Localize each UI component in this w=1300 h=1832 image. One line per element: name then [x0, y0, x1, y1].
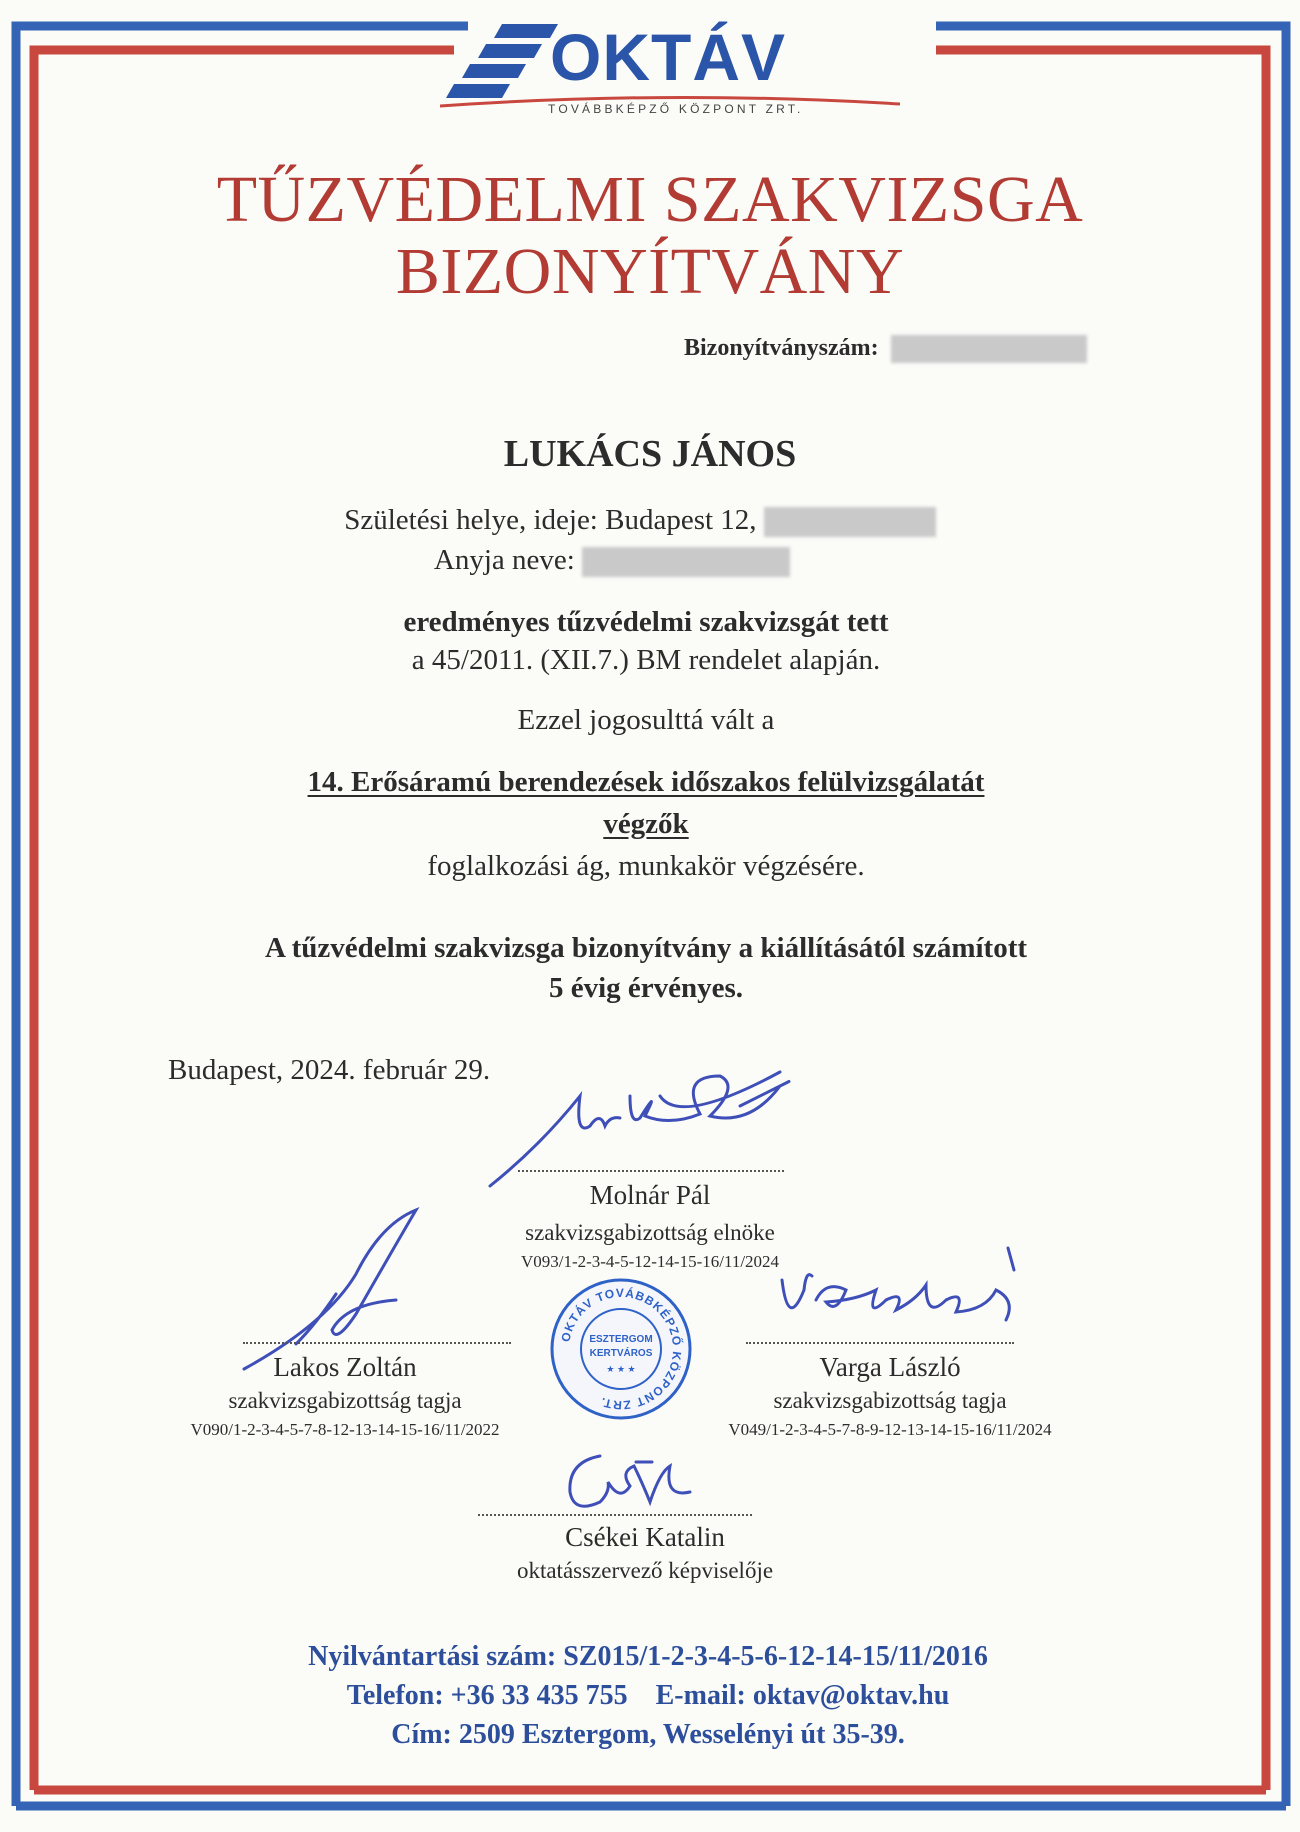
mother-line — [0, 542, 1262, 578]
redacted-value — [582, 547, 790, 577]
certificate-number-label: Bizonyítványszám: — [684, 335, 879, 361]
signature-varga-laszlo — [776, 1240, 1036, 1350]
signatory-name: Csékei Katalin — [565, 1522, 725, 1552]
footer-registration: Nyilvántartási szám: SZ015/1-2-3-4-5-6-12-14-15/11/2016 — [308, 1641, 988, 1672]
signature-line — [243, 1342, 511, 1344]
signatory-code: V093/1-2-3-4-5-12-14-15-16/11/2024 — [520, 1252, 780, 1271]
body-line-1: eredményes tűzvédelmi szakvizsgát tett — [403, 606, 889, 638]
signatory-code: V049/1-2-3-4-5-7-8-9-12-13-14-15-16/11/2024 — [728, 1420, 1052, 1439]
signatory-name: Molnár Pál — [589, 1180, 711, 1210]
holder-name: LUKÁCS JÁNOS — [503, 433, 797, 475]
body-line-3: Ezzel jogosulttá vált a — [517, 704, 775, 736]
signature-molnar-pal — [480, 1056, 880, 1196]
signatory-code: V090/1-2-3-4-5-7-8-12-13-14-15-16/11/2022 — [190, 1420, 500, 1439]
certificate-number — [684, 335, 1087, 363]
signature-line — [746, 1342, 1014, 1344]
logo-name: OKTÁV — [550, 20, 786, 94]
redacted-value — [764, 507, 936, 537]
oktav-logo — [440, 22, 900, 122]
title-line-1: TŰZVÉDELMI SZAKVIZSGA — [216, 163, 1084, 236]
qualification-line-2: végzők — [603, 808, 689, 840]
stamp-inner-line-2: KERTVÁROS — [589, 1348, 653, 1359]
stamp-inner-line-1: ESZTERGOM — [589, 1334, 653, 1345]
footer-address: Cím: 2509 Esztergom, Wesselényi út 35-39. — [391, 1719, 905, 1750]
validity-line-2: 5 évig érvényes. — [548, 972, 744, 1004]
birth-line — [0, 502, 1290, 538]
body-line-4: foglalkozási ág, munkakör végzésére. — [427, 850, 865, 882]
redacted-value — [891, 335, 1087, 363]
footer-contact: Telefon: +36 33 435 755 E-mail: oktav@oktav.hu — [346, 1680, 950, 1711]
signature-line — [478, 1514, 752, 1516]
body-line-2: a 45/2011. (XII.7.) BM rendelet alapján. — [411, 644, 881, 676]
signatory-role: szakvizsgabizottság tagja — [773, 1388, 1007, 1413]
place-date: Budapest, 2024. február 29. — [168, 1054, 491, 1086]
signatory-role: szakvizsgabizottság elnöke — [525, 1220, 775, 1245]
mother-label: Anyja neve: — [433, 544, 575, 576]
signatory-role: szakvizsgabizottság tagja — [228, 1388, 462, 1413]
stamp-outer-text: OKTÁV TOVÁBBKÉPZŐ KÖZPONT ZRT. — [558, 1285, 685, 1413]
qualification-line-1: 14. Erősáramú berendezések időszakos felülvizsgálatát — [307, 766, 985, 798]
signatory-name: Lakos Zoltán — [273, 1352, 417, 1382]
logo-subtitle: TOVÁBBKÉPZŐ KÖZPONT ZRT. — [548, 102, 804, 116]
signature-lakos-zoltan — [236, 1204, 436, 1374]
signature-csekei-katalin — [560, 1442, 700, 1520]
validity-line-1: A tűzvédelmi szakvizsga bizonyítvány a kiállításától számított — [264, 932, 1028, 964]
signatory-name: Varga László — [819, 1352, 961, 1382]
signatory-role: oktatásszervező képviselője — [516, 1558, 774, 1583]
stamp-stars: ★ ★ ★ — [606, 1364, 636, 1374]
stripes-logo-icon — [440, 22, 560, 102]
company-stamp — [548, 1276, 694, 1422]
birth-label: Születési helye, ideje: Budapest 12, — [344, 504, 757, 536]
title-line-2: BIZONYÍTVÁNY — [395, 235, 905, 308]
signature-line — [518, 1170, 784, 1172]
